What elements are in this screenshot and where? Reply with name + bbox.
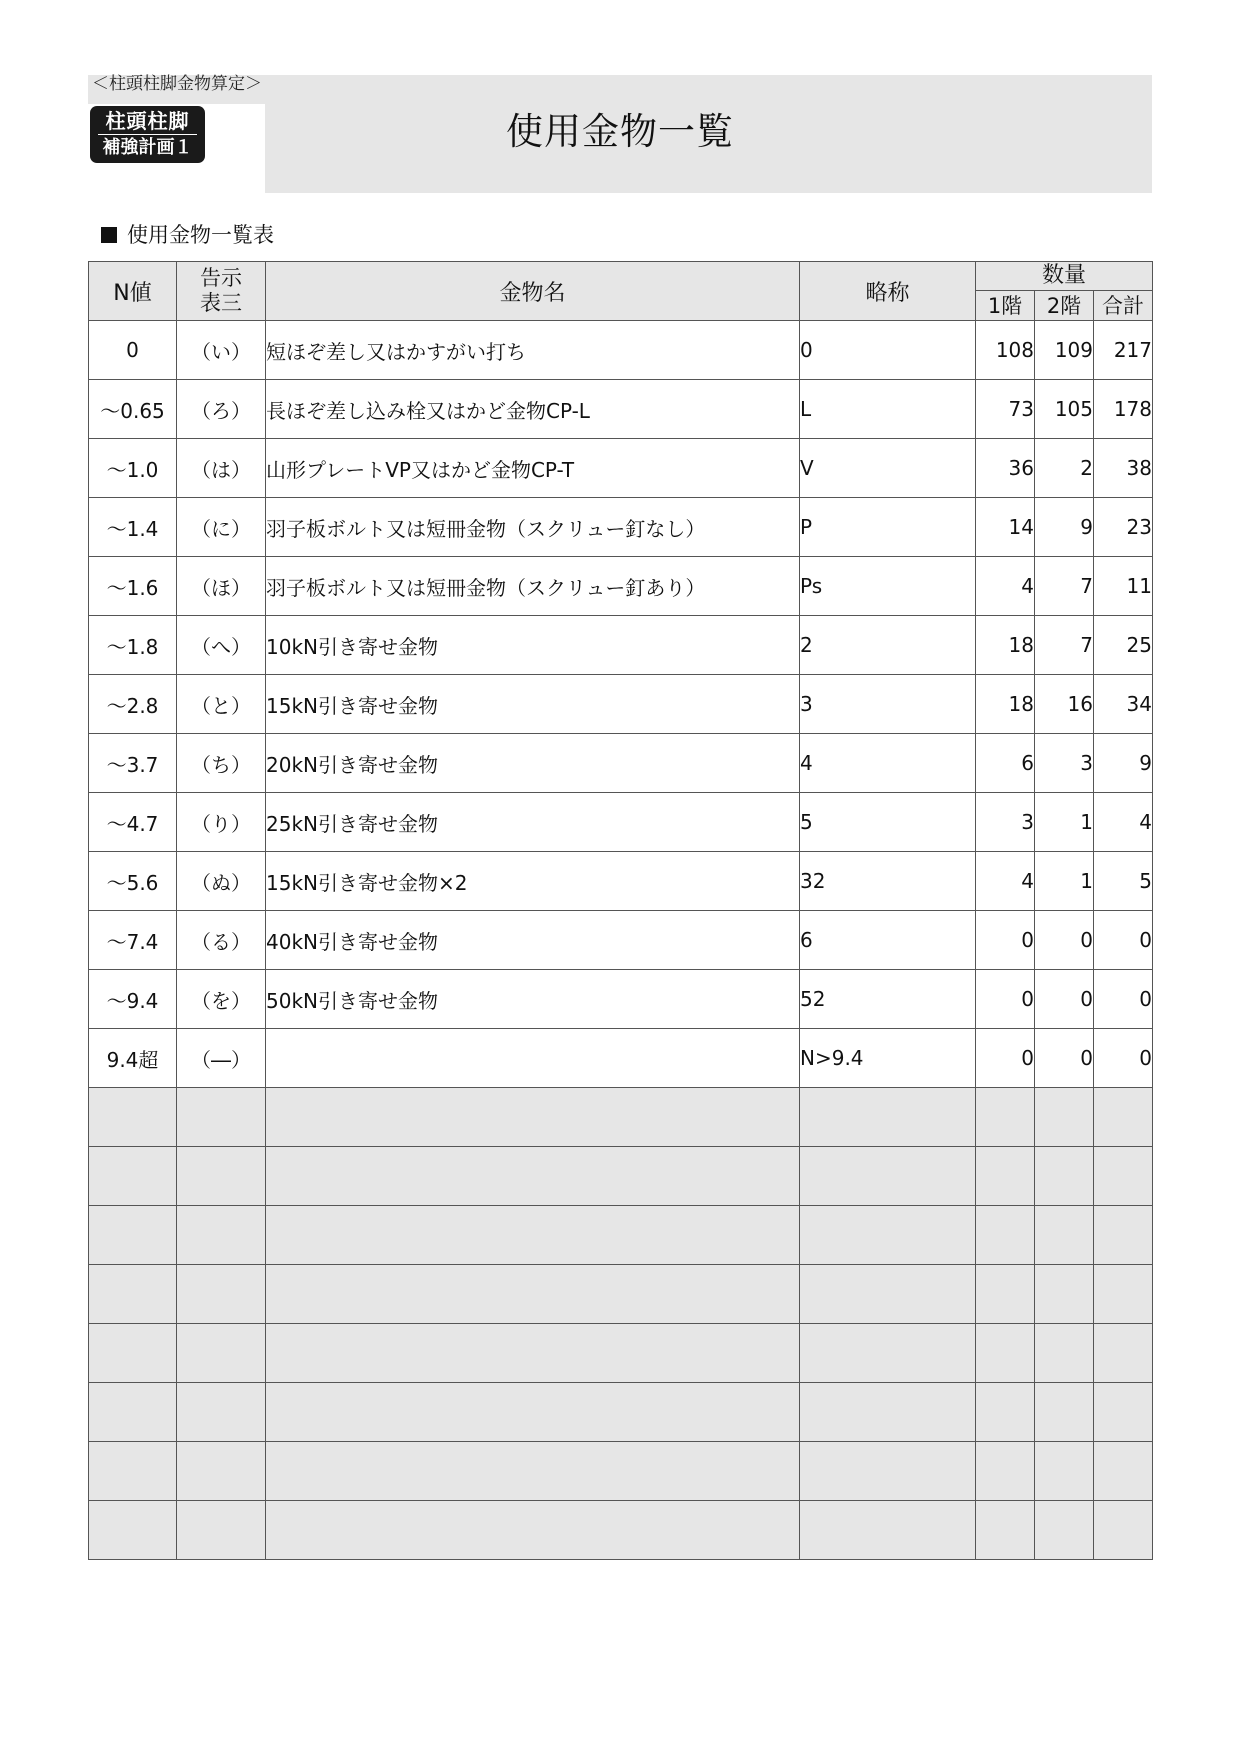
- page-title: 使用金物一覧: [506, 110, 734, 153]
- empty-cell: [1094, 1206, 1153, 1265]
- cell-floor-1-qty: 4: [976, 852, 1035, 911]
- cell-abbreviation: 5: [800, 793, 976, 852]
- cell-floor-2-qty: 9: [1035, 498, 1094, 557]
- cell-n-value: 0: [89, 321, 177, 380]
- cell-abbreviation: Ps: [800, 557, 976, 616]
- empty-cell: [266, 1088, 800, 1147]
- cell-abbreviation: N>9.4: [800, 1029, 976, 1088]
- cell-total-qty: 178: [1094, 380, 1153, 439]
- cell-kokuji: （ろ）: [177, 380, 266, 439]
- cell-floor-2-qty: 105: [1035, 380, 1094, 439]
- empty-cell: [800, 1324, 976, 1383]
- empty-cell: [1094, 1088, 1153, 1147]
- empty-cell: [177, 1383, 266, 1442]
- empty-cell: [177, 1265, 266, 1324]
- cell-total-qty: 11: [1094, 557, 1153, 616]
- cell-n-value: ～5.6: [89, 852, 177, 911]
- cell-floor-2-qty: 1: [1035, 793, 1094, 852]
- table-row: [89, 439, 1153, 498]
- header-kokuji-line-1: 告示: [200, 266, 242, 290]
- cell-floor-2-qty: 0: [1035, 970, 1094, 1029]
- empty-cell: [976, 1206, 1035, 1265]
- cell-fitting-name: 20kN引き寄せ金物: [266, 734, 800, 793]
- empty-cell: [266, 1324, 800, 1383]
- cell-n-value: ～3.7: [89, 734, 177, 793]
- cell-n-value: ～1.4: [89, 498, 177, 557]
- cell-abbreviation: 4: [800, 734, 976, 793]
- cell-n-value: ～1.0: [89, 439, 177, 498]
- document-caption: ＜柱頭柱脚金物算定＞: [92, 74, 262, 94]
- table-row: [89, 793, 1153, 852]
- cell-abbreviation: V: [800, 439, 976, 498]
- cell-floor-1-qty: 36: [976, 439, 1035, 498]
- empty-cell: [266, 1442, 800, 1501]
- cell-floor-1-qty: 6: [976, 734, 1035, 793]
- empty-cell: [1094, 1501, 1153, 1560]
- cell-fitting-name: 山形プレートVP又はかど金物CP-T: [266, 439, 800, 498]
- cell-abbreviation: 32: [800, 852, 976, 911]
- empty-cell: [800, 1088, 976, 1147]
- empty-cell: [177, 1088, 266, 1147]
- empty-cell: [177, 1501, 266, 1560]
- header-total: 合計: [1094, 291, 1153, 321]
- cell-floor-1-qty: 108: [976, 321, 1035, 380]
- header-kokuji: [177, 262, 266, 321]
- cell-kokuji: （ち）: [177, 734, 266, 793]
- empty-cell: [976, 1501, 1035, 1560]
- cell-total-qty: 38: [1094, 439, 1153, 498]
- cell-floor-2-qty: 2: [1035, 439, 1094, 498]
- table-row: [89, 557, 1153, 616]
- cell-total-qty: 25: [1094, 616, 1153, 675]
- cell-kokuji: （と）: [177, 675, 266, 734]
- cell-floor-2-qty: 0: [1035, 1029, 1094, 1088]
- empty-cell: [177, 1324, 266, 1383]
- empty-cell: [1035, 1265, 1094, 1324]
- header-quantity: 数量: [976, 262, 1153, 291]
- empty-cell: [1035, 1501, 1094, 1560]
- header-kokuji-line-2: 表三: [200, 291, 242, 315]
- empty-table-row: [89, 1265, 1153, 1324]
- cell-floor-2-qty: 109: [1035, 321, 1094, 380]
- empty-cell: [1094, 1324, 1153, 1383]
- empty-cell: [1035, 1206, 1094, 1265]
- empty-table-row: [89, 1088, 1153, 1147]
- empty-cell: [266, 1147, 800, 1206]
- cell-floor-1-qty: 18: [976, 675, 1035, 734]
- cell-n-value: ～1.8: [89, 616, 177, 675]
- empty-cell: [800, 1501, 976, 1560]
- cell-floor-2-qty: 7: [1035, 557, 1094, 616]
- cell-kokuji: （―）: [177, 1029, 266, 1088]
- table-body: [89, 321, 1153, 1560]
- empty-cell: [800, 1383, 976, 1442]
- empty-cell: [1035, 1147, 1094, 1206]
- empty-cell: [800, 1206, 976, 1265]
- cell-total-qty: 4: [1094, 793, 1153, 852]
- header-floor-2: 2階: [1035, 291, 1094, 321]
- cell-floor-2-qty: 0: [1035, 911, 1094, 970]
- section-badge: [90, 106, 205, 163]
- cell-total-qty: 0: [1094, 911, 1153, 970]
- cell-n-value: ～7.4: [89, 911, 177, 970]
- cell-kokuji: （ほ）: [177, 557, 266, 616]
- cell-floor-1-qty: 18: [976, 616, 1035, 675]
- cell-abbreviation: 0: [800, 321, 976, 380]
- empty-table-row: [89, 1501, 1153, 1560]
- cell-total-qty: 9: [1094, 734, 1153, 793]
- cell-floor-2-qty: 16: [1035, 675, 1094, 734]
- empty-cell: [266, 1265, 800, 1324]
- cell-total-qty: 5: [1094, 852, 1153, 911]
- cell-kokuji: （に）: [177, 498, 266, 557]
- cell-kokuji: （り）: [177, 793, 266, 852]
- cell-floor-2-qty: 7: [1035, 616, 1094, 675]
- table-row: [89, 321, 1153, 380]
- empty-cell: [89, 1501, 177, 1560]
- badge-line-1: 柱頭柱脚: [105, 109, 190, 133]
- cell-fitting-name: 羽子板ボルト又は短冊金物（スクリュー釘あり）: [266, 557, 800, 616]
- cell-fitting-name: 羽子板ボルト又は短冊金物（スクリュー釘なし）: [266, 498, 800, 557]
- header-abbreviation: 略称: [800, 262, 976, 321]
- empty-cell: [266, 1501, 800, 1560]
- cell-floor-1-qty: 0: [976, 970, 1035, 1029]
- cell-n-value: ～0.65: [89, 380, 177, 439]
- cell-floor-2-qty: 1: [1035, 852, 1094, 911]
- empty-table-row: [89, 1324, 1153, 1383]
- empty-cell: [177, 1442, 266, 1501]
- cell-fitting-name: [266, 1029, 800, 1088]
- header-fitting-name: 金物名: [266, 262, 800, 321]
- cell-kokuji: （い）: [177, 321, 266, 380]
- table-row: [89, 1029, 1153, 1088]
- empty-cell: [976, 1088, 1035, 1147]
- fittings-table: [88, 261, 1153, 1560]
- empty-cell: [89, 1383, 177, 1442]
- cell-floor-1-qty: 0: [976, 911, 1035, 970]
- cell-floor-1-qty: 73: [976, 380, 1035, 439]
- empty-cell: [976, 1265, 1035, 1324]
- empty-cell: [976, 1324, 1035, 1383]
- table-row: [89, 380, 1153, 439]
- empty-cell: [800, 1442, 976, 1501]
- cell-total-qty: 34: [1094, 675, 1153, 734]
- cell-n-value: 9.4超: [89, 1029, 177, 1088]
- empty-table-row: [89, 1206, 1153, 1265]
- cell-total-qty: 23: [1094, 498, 1153, 557]
- empty-cell: [1035, 1383, 1094, 1442]
- cell-kokuji: （は）: [177, 439, 266, 498]
- cell-kokuji: （へ）: [177, 616, 266, 675]
- empty-cell: [89, 1265, 177, 1324]
- empty-cell: [1035, 1088, 1094, 1147]
- empty-table-row: [89, 1147, 1153, 1206]
- cell-fitting-name: 50kN引き寄せ金物: [266, 970, 800, 1029]
- empty-cell: [1094, 1442, 1153, 1501]
- empty-cell: [976, 1442, 1035, 1501]
- cell-floor-2-qty: 3: [1035, 734, 1094, 793]
- empty-cell: [800, 1265, 976, 1324]
- cell-abbreviation: 52: [800, 970, 976, 1029]
- cell-fitting-name: 長ほぞ差し込み栓又はかど金物CP-L: [266, 380, 800, 439]
- empty-cell: [89, 1442, 177, 1501]
- cell-fitting-name: 25kN引き寄せ金物: [266, 793, 800, 852]
- empty-cell: [89, 1147, 177, 1206]
- cell-floor-1-qty: 3: [976, 793, 1035, 852]
- empty-cell: [177, 1147, 266, 1206]
- cell-kokuji: （る）: [177, 911, 266, 970]
- badge-divider: [98, 134, 197, 135]
- empty-table-row: [89, 1383, 1153, 1442]
- empty-cell: [800, 1147, 976, 1206]
- cell-total-qty: 0: [1094, 1029, 1153, 1088]
- cell-n-value: ～9.4: [89, 970, 177, 1029]
- cell-total-qty: 0: [1094, 970, 1153, 1029]
- cell-fitting-name: 15kN引き寄せ金物×2: [266, 852, 800, 911]
- empty-cell: [1094, 1147, 1153, 1206]
- cell-n-value: ～1.6: [89, 557, 177, 616]
- empty-cell: [1094, 1265, 1153, 1324]
- cell-n-value: ～2.8: [89, 675, 177, 734]
- badge-line-2: 補強計画１: [102, 137, 193, 158]
- square-bullet-icon: [101, 227, 117, 243]
- empty-cell: [976, 1383, 1035, 1442]
- cell-abbreviation: 2: [800, 616, 976, 675]
- table-row: [89, 498, 1153, 557]
- section-heading-text: 使用金物一覧表: [127, 223, 274, 247]
- table-row: [89, 734, 1153, 793]
- empty-cell: [177, 1206, 266, 1265]
- empty-cell: [976, 1147, 1035, 1206]
- cell-kokuji: （を）: [177, 970, 266, 1029]
- table-row: [89, 616, 1153, 675]
- cell-floor-1-qty: 4: [976, 557, 1035, 616]
- table-row: [89, 852, 1153, 911]
- empty-cell: [89, 1088, 177, 1147]
- cell-fitting-name: 15kN引き寄せ金物: [266, 675, 800, 734]
- table-row: [89, 911, 1153, 970]
- cell-abbreviation: 6: [800, 911, 976, 970]
- cell-abbreviation: 3: [800, 675, 976, 734]
- cell-n-value: ～4.7: [89, 793, 177, 852]
- header-n-value: N値: [89, 262, 177, 321]
- table-row: [89, 675, 1153, 734]
- empty-cell: [89, 1324, 177, 1383]
- cell-floor-1-qty: 14: [976, 498, 1035, 557]
- table-row: [89, 970, 1153, 1029]
- cell-total-qty: 217: [1094, 321, 1153, 380]
- header-floor-1: 1階: [976, 291, 1035, 321]
- empty-cell: [1035, 1442, 1094, 1501]
- cell-kokuji: （ぬ）: [177, 852, 266, 911]
- empty-cell: [1094, 1383, 1153, 1442]
- empty-cell: [1035, 1324, 1094, 1383]
- empty-cell: [266, 1206, 800, 1265]
- cell-floor-1-qty: 0: [976, 1029, 1035, 1088]
- empty-table-row: [89, 1442, 1153, 1501]
- cell-fitting-name: 40kN引き寄せ金物: [266, 911, 800, 970]
- section-heading: [101, 221, 274, 249]
- empty-cell: [89, 1206, 177, 1265]
- cell-fitting-name: 10kN引き寄せ金物: [266, 616, 800, 675]
- empty-cell: [266, 1383, 800, 1442]
- cell-fitting-name: 短ほぞ差し又はかすがい打ち: [266, 321, 800, 380]
- cell-abbreviation: P: [800, 498, 976, 557]
- cell-abbreviation: L: [800, 380, 976, 439]
